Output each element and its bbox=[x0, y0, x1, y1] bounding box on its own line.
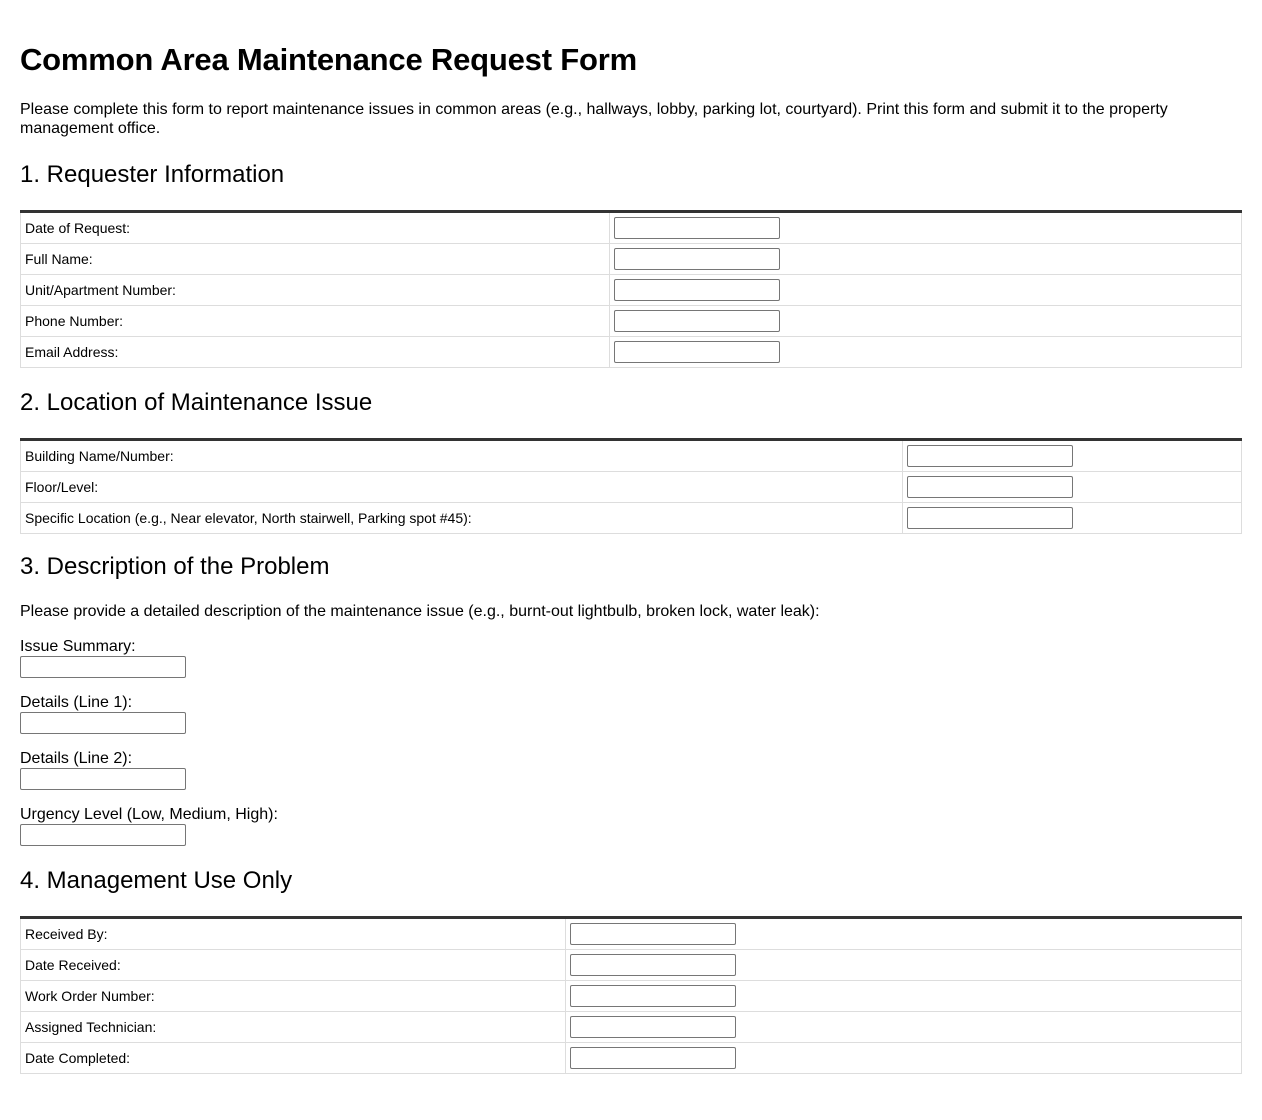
field-cell bbox=[566, 1043, 1242, 1074]
table-row bbox=[21, 306, 1242, 337]
details-line-2-group bbox=[20, 749, 1242, 790]
requester-info-table bbox=[20, 210, 1242, 368]
table-row bbox=[21, 244, 1242, 275]
management-table bbox=[20, 916, 1242, 1074]
description-note: Please provide a detailed description of the maintenance issue (e.g., burnt-out lightbulb, broken lock, water leak): bbox=[20, 603, 820, 620]
field-label: Date Received: bbox=[21, 950, 566, 981]
work-order-number-input[interactable] bbox=[570, 985, 736, 1007]
table-row bbox=[21, 440, 1242, 472]
field-label: Phone Number: bbox=[21, 306, 610, 337]
field-label: Floor/Level: bbox=[21, 472, 903, 503]
field-cell bbox=[566, 981, 1242, 1012]
field-label: Work Order Number: bbox=[21, 981, 566, 1012]
field-cell bbox=[903, 503, 1242, 534]
field-label: Specific Location (e.g., Near elevator, North stairwell, Parking spot #45): bbox=[21, 503, 903, 534]
intro-text: Please complete this form to report maintenance issues in common areas (e.g., hallways, lobby, parking lot, courtyard). Print this form and submit it to the property management office. bbox=[20, 101, 1168, 137]
field-label: Date Completed: bbox=[21, 1043, 566, 1074]
full-name-input[interactable] bbox=[614, 248, 780, 270]
field-label: Full Name: bbox=[21, 244, 610, 275]
unit-number-input[interactable] bbox=[614, 279, 780, 301]
section-heading-requester: 1. Requester Information bbox=[20, 161, 285, 188]
section-heading-description: 3. Description of the Problem bbox=[20, 553, 330, 580]
table-row bbox=[21, 275, 1242, 306]
urgency-level-label: Urgency Level (Low, Medium, High): bbox=[20, 806, 278, 823]
details-line-2-label: Details (Line 2): bbox=[20, 750, 133, 767]
details-line-1-group bbox=[20, 693, 1242, 734]
field-cell bbox=[903, 440, 1242, 472]
table-row bbox=[21, 503, 1242, 534]
building-name-input[interactable] bbox=[907, 445, 1073, 467]
table-row bbox=[21, 1012, 1242, 1043]
details-line-1-input[interactable] bbox=[20, 712, 186, 734]
table-row bbox=[21, 1043, 1242, 1074]
table-row bbox=[21, 212, 1242, 244]
field-cell bbox=[610, 275, 1242, 306]
field-label: Date of Request: bbox=[21, 212, 610, 244]
table-row bbox=[21, 337, 1242, 368]
field-cell bbox=[566, 950, 1242, 981]
floor-level-input[interactable] bbox=[907, 476, 1073, 498]
received-by-input[interactable] bbox=[570, 923, 736, 945]
location-table bbox=[20, 438, 1242, 534]
field-label: Assigned Technician: bbox=[21, 1012, 566, 1043]
field-cell bbox=[566, 1012, 1242, 1043]
table-row bbox=[21, 472, 1242, 503]
field-cell bbox=[566, 918, 1242, 950]
field-cell bbox=[903, 472, 1242, 503]
issue-summary-input[interactable] bbox=[20, 656, 186, 678]
details-line-1-label: Details (Line 1): bbox=[20, 694, 133, 711]
table-row bbox=[21, 918, 1242, 950]
urgency-level-input[interactable] bbox=[20, 824, 186, 846]
field-label: Unit/Apartment Number: bbox=[21, 275, 610, 306]
table-row bbox=[21, 981, 1242, 1012]
field-cell bbox=[610, 306, 1242, 337]
date-received-input[interactable] bbox=[570, 954, 736, 976]
field-cell bbox=[610, 212, 1242, 244]
email-address-input[interactable] bbox=[614, 341, 780, 363]
field-cell bbox=[610, 244, 1242, 275]
table-row bbox=[21, 950, 1242, 981]
field-label: Building Name/Number: bbox=[21, 440, 903, 472]
specific-location-input[interactable] bbox=[907, 507, 1073, 529]
issue-summary-label: Issue Summary: bbox=[20, 638, 136, 655]
field-label: Email Address: bbox=[21, 337, 610, 368]
field-label: Received By: bbox=[21, 918, 566, 950]
issue-summary-group bbox=[20, 637, 1242, 678]
section-heading-location: 2. Location of Maintenance Issue bbox=[20, 389, 373, 416]
date-of-request-input[interactable] bbox=[614, 217, 780, 239]
phone-number-input[interactable] bbox=[614, 310, 780, 332]
assigned-technician-input[interactable] bbox=[570, 1016, 736, 1038]
date-completed-input[interactable] bbox=[570, 1047, 736, 1069]
urgency-level-group bbox=[20, 805, 1242, 846]
page-title: Common Area Maintenance Request Form bbox=[20, 42, 637, 77]
field-cell bbox=[610, 337, 1242, 368]
section-heading-management: 4. Management Use Only bbox=[20, 867, 293, 894]
details-line-2-input[interactable] bbox=[20, 768, 186, 790]
